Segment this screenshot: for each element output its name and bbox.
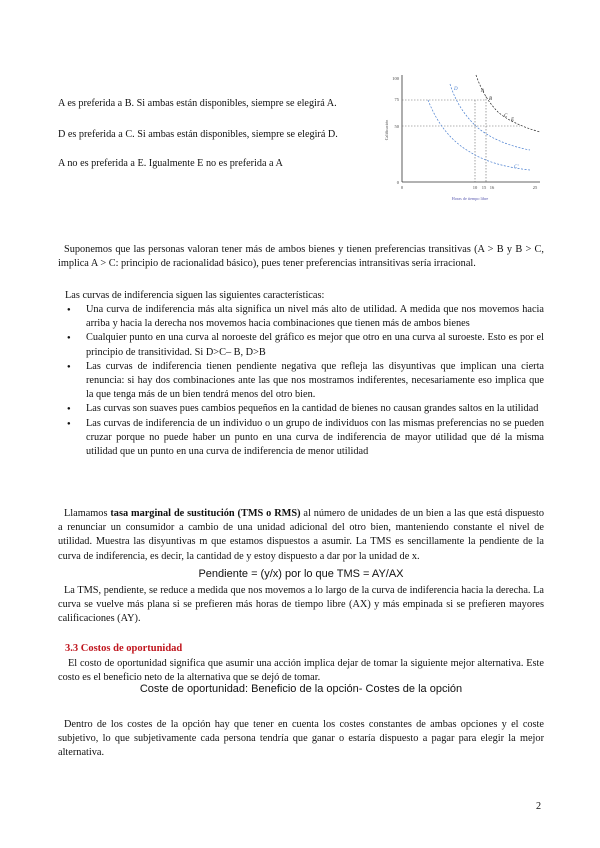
tms-formula: Pendiente = (y/x) por lo que TMS = AY/AX: [198, 568, 404, 580]
statement-a-b: A es preferida a B. Si ambas están disponibles, siempre se elegirá A.: [58, 98, 337, 109]
y-tick: 75: [394, 97, 399, 102]
x-axis-label: Horas de tiempo libre: [451, 196, 489, 201]
curves-intro: Las curvas de indiferencia siguen las siguientes características:: [65, 290, 325, 301]
y-axis-label: Calificación: [384, 119, 389, 141]
opportunity-cost-formula: Coste de oportunidad: Beneficio de la opción- Costes de la opción: [139, 683, 463, 695]
point-b: B: [489, 97, 493, 102]
y-tick: 0: [396, 180, 399, 185]
point-e: E: [511, 118, 515, 123]
indifference-curve-high: [476, 75, 540, 132]
point-c-prime: C': [514, 165, 519, 170]
indifference-curve-mid: [450, 84, 530, 150]
y-tick: 100: [392, 76, 399, 81]
x-tick: 16: [489, 185, 495, 190]
x-tick: 25: [532, 185, 538, 190]
characteristics-list: [58, 303, 544, 459]
point-d: D: [454, 87, 458, 92]
closing-paragraph: Dentro de los costes de la opción hay que tener en cuenta los costes constantes de ambas opciones y el coste subjetivo, lo que subjetivamente cada persona tendría que ganar o estaría dispuesto a pagar para elegir la mejor alternativa.: [58, 719, 544, 759]
tms-paragraph: [58, 507, 544, 564]
statement-d-c: D es preferida a C. Si ambas están disponibles, siempre se elegirá D.: [58, 129, 338, 140]
tms-lead: Llamamos: [64, 508, 108, 519]
list-item: ● Las curvas son suaves pues cambios pequeños en la cantidad de bienes no causan grandes saltos en la utilidad: [58, 402, 544, 416]
statement-a-e: A no es preferida a E. Igualmente E no es preferida a A: [58, 158, 283, 169]
x-tick: 15: [481, 185, 487, 190]
list-item: ● Cualquier punto en una curva al noroeste del gráfico es mejor que otro en una curva al suroeste. Esto es por el principio de transitividad. Si D>C– B, D>B: [58, 331, 544, 359]
x-tick: 0: [400, 185, 404, 190]
list-item: ● Las curvas de indiferencia tienen pendiente negativa que refleja las disyuntivas que implican una cierta renuncia: si hay dos combinaciones ante las que nos mostramos indiferentes, necesariamente eso implica que la que tenga más de un bien tendrá menos del otro bien.: [58, 360, 544, 403]
tms-after-paragraph: La TMS, pendiente, se reduce a medida que nos movemos a lo largo de la curva de indiferencia hacia la derecha. La curva se vuelve más plana si se prefieren más horas de tiempo libre (AX) y más empinada si se prefieren mayores calificaciones (AY).: [58, 585, 544, 625]
indifference-curve-low: [428, 100, 530, 170]
section-heading: 3.3 Costos de oportunidad: [65, 643, 183, 654]
indifference-curve-figure: [380, 70, 550, 205]
x-tick: 10: [472, 185, 478, 190]
tms-term: tasa marginal de sustitución (TMS o RMS): [110, 508, 301, 519]
opportunity-cost-paragraph: El costo de oportunidad significa que asumir una acción implica dejar de tomar la siguiente mejor alternativa. Este costo es el beneficio neto de la alternativa que se dejó de tomar.: [58, 658, 544, 684]
list-item: ● Una curva de indiferencia más alta significa un nivel más alto de utilidad. A medida que nos movemos hacia arriba y hacia la derecha nos movemos hacia combinaciones que tienen más de ambos bienes: [58, 303, 544, 331]
page-number: 2: [536, 801, 542, 812]
point-a: A: [481, 89, 485, 94]
y-tick: 50: [394, 124, 399, 129]
list-item: ● Las curvas de indiferencia de un individuo o un grupo de individuos con las mismas preferencias no se pueden cruzar porque no puede haber un punto en una curva de indiferencia de mayor utilidad que dé la misma utilidad que un punto en una curva de indiferencia de menor utilidad: [58, 417, 544, 460]
tms-definition: al número de unidades de un bien a las que está dispuesto a renunciar un consumidor a cambio de una unidad adicional del otro bien, manteniendo constante el nivel de utilidad. Muestra las disyuntivas m que estamos dispuestos a asumir. La TMS es sencillamente la pendiente de la curva de indiferencia, es decir, la cantidad de y estoy dispuesto a dar por la unidad de x.: [58, 508, 544, 562]
point-c: C: [504, 114, 508, 119]
transitivity-paragraph: Suponemos que las personas valoran tener más de ambos bienes y tienen preferencias transitivas (A > B y B > C, implica A > C: principio de racionalidad básico), pues tener preferencias intransitivas sería irracional.: [58, 244, 544, 270]
